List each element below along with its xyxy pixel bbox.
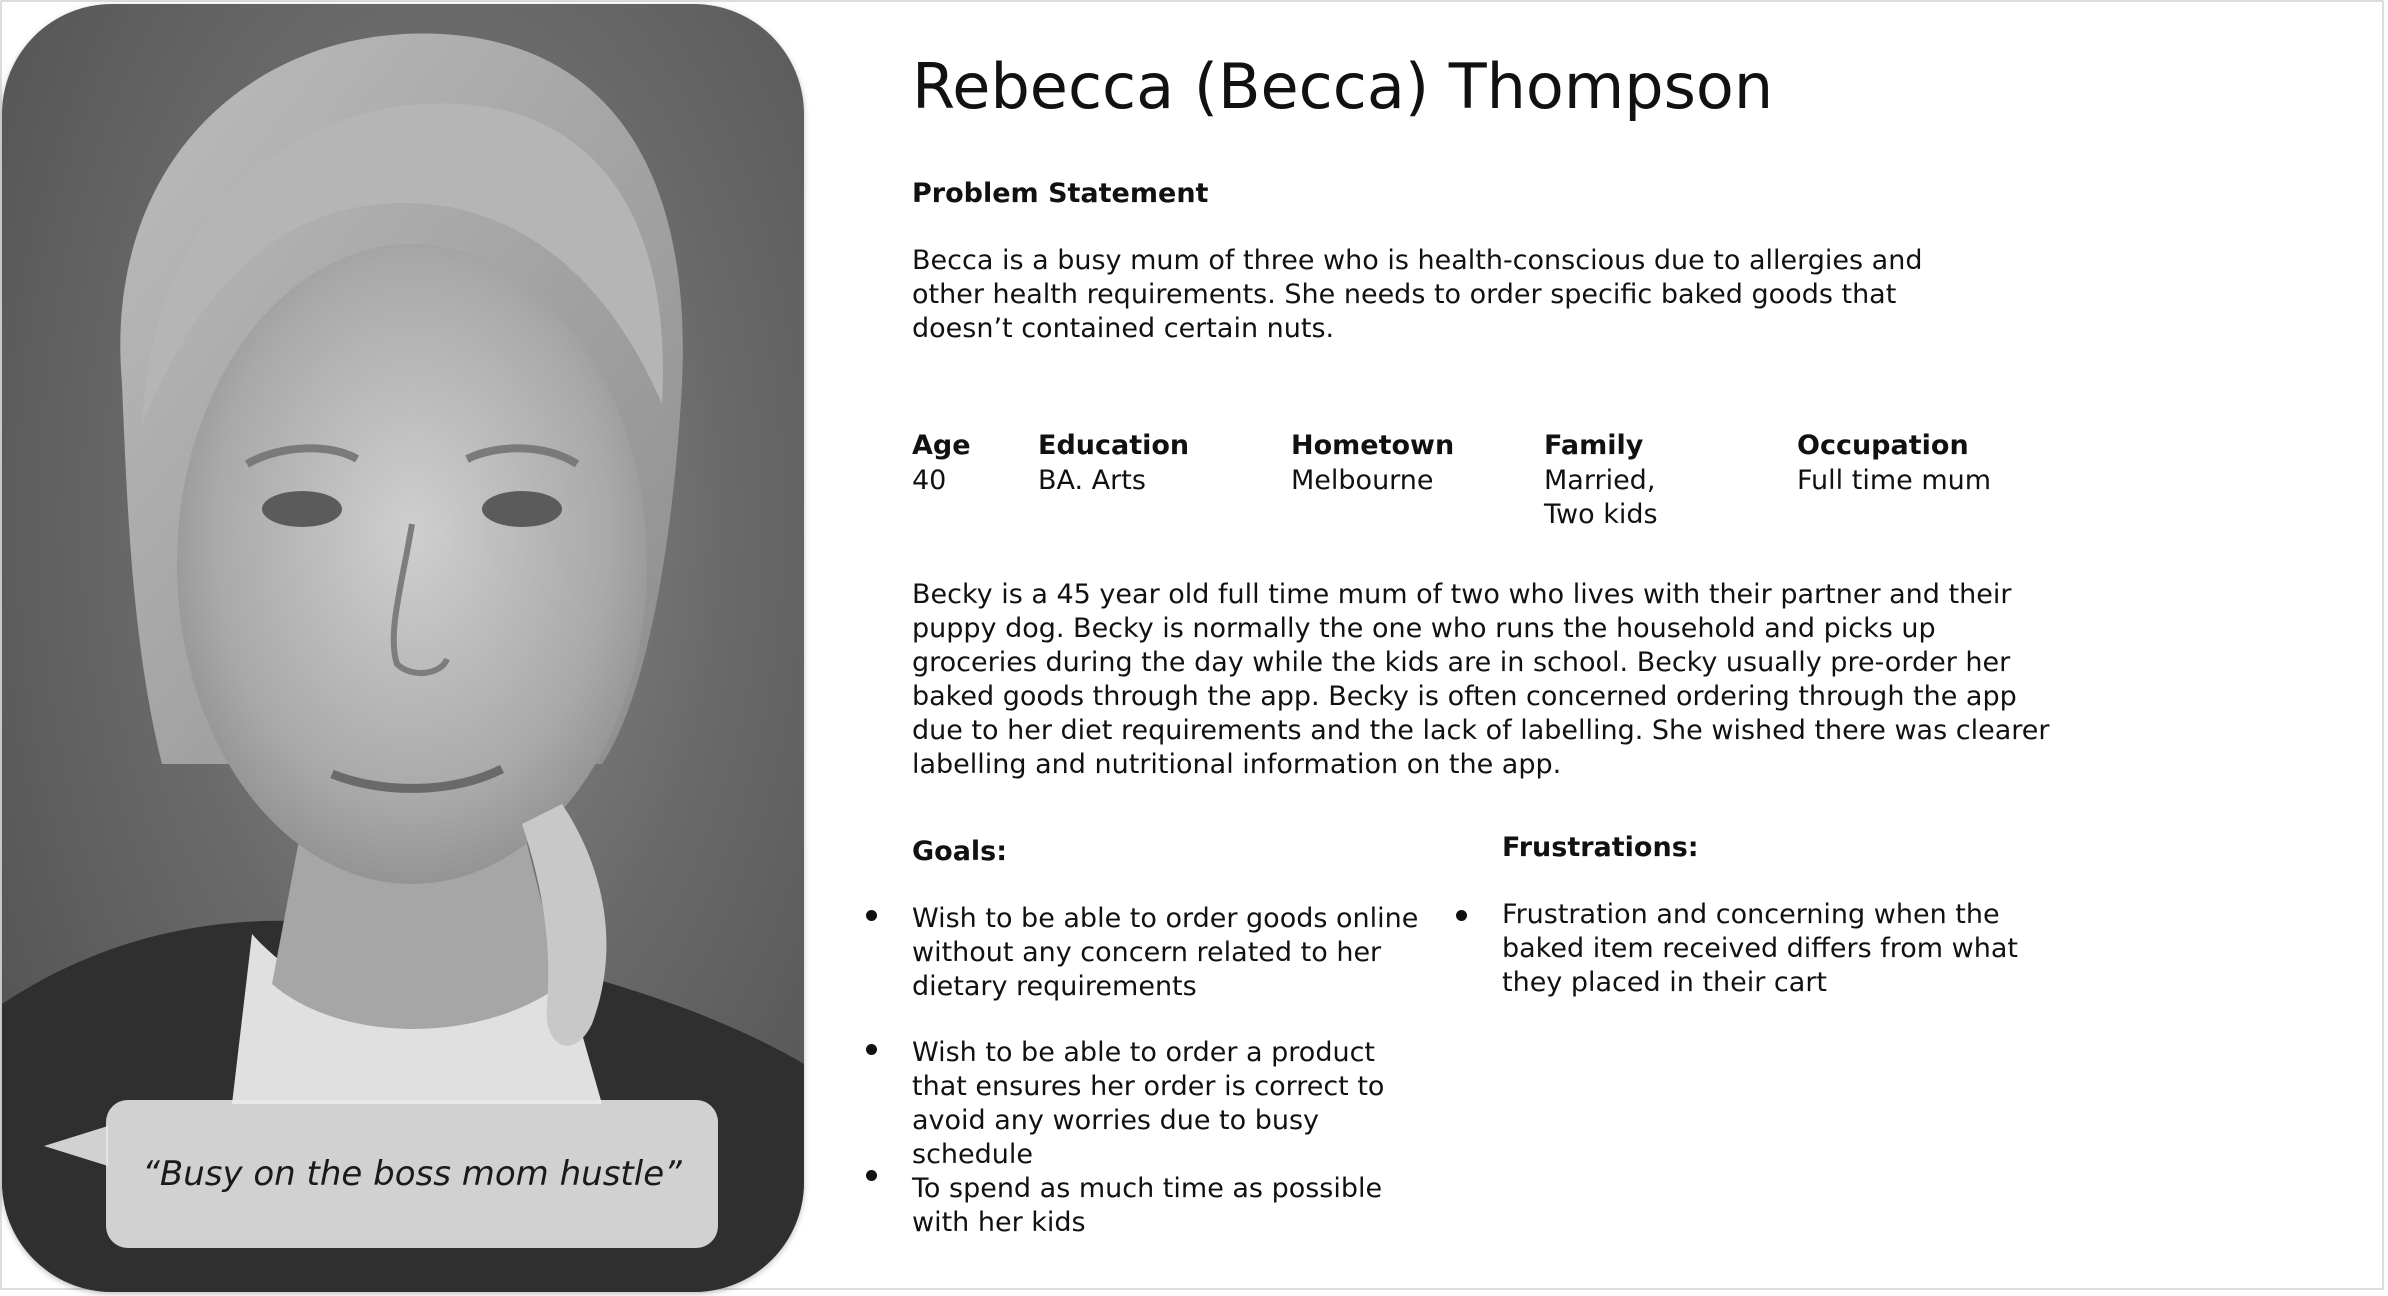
stat-hometown-value: Melbourne <box>1291 465 1434 496</box>
goals-heading: Goals: <box>912 836 1008 867</box>
stat-education-value: BA. Arts <box>1038 465 1146 496</box>
portrait-illustration <box>2 4 804 1292</box>
goal-item: Wish to be able to order a product that ensures her order is correct to avoid any worries due to busy schedule <box>912 1037 1385 1170</box>
stat-education-label: Education <box>1038 430 1190 461</box>
goal-bullet-icon <box>866 1044 877 1055</box>
stat-family-value: Married, Two kids <box>1544 465 1658 530</box>
stat-age-label: Age <box>912 430 971 461</box>
stat-occupation-value: Full time mum <box>1797 465 1992 496</box>
frustration-item: Frustration and concerning when the baked item received differs from what they placed in their cart <box>1502 899 2019 998</box>
goal-bullet-icon <box>866 1170 877 1181</box>
frustrations-heading: Frustrations: <box>1502 832 1699 863</box>
persona-photo <box>2 4 804 1292</box>
frustration-bullet-icon <box>1456 910 1467 921</box>
persona-bio: Becky is a 45 year old full time mum of two who lives with their partner and their puppy dog. Becky is normally the one who runs the household and picks up groceries during the day while the kids are in school. Becky usually pre-order her baked goods through the app. Becky is often concerned ordering through the app due to her diet requirements and the lack of labelling. She wished there was clearer labelling and nutritional information on the app. <box>912 579 2050 780</box>
stat-family-label: Family <box>1544 430 1644 461</box>
quote-bubble-tail <box>44 1126 108 1166</box>
goal-item: To spend as much time as possible with her kids <box>912 1173 1383 1238</box>
stat-occupation-label: Occupation <box>1797 430 1969 461</box>
goal-item: Wish to be able to order goods online without any concern related to her dietary requirements <box>912 903 1419 1002</box>
problem-statement-text: Becca is a busy mum of three who is health-conscious due to allergies and other health requirements. She needs to order specific baked goods that doesn’t contained certain nuts. <box>912 245 1923 344</box>
persona-name: Rebecca (Becca) Thompson <box>912 50 1774 123</box>
persona-quote: “Busy on the boss mom hustle” <box>142 1154 682 1194</box>
problem-statement-heading: Problem Statement <box>912 178 1209 209</box>
stat-age-value: 40 <box>912 465 947 496</box>
stat-hometown-label: Hometown <box>1291 430 1455 461</box>
goal-bullet-icon <box>866 910 877 921</box>
